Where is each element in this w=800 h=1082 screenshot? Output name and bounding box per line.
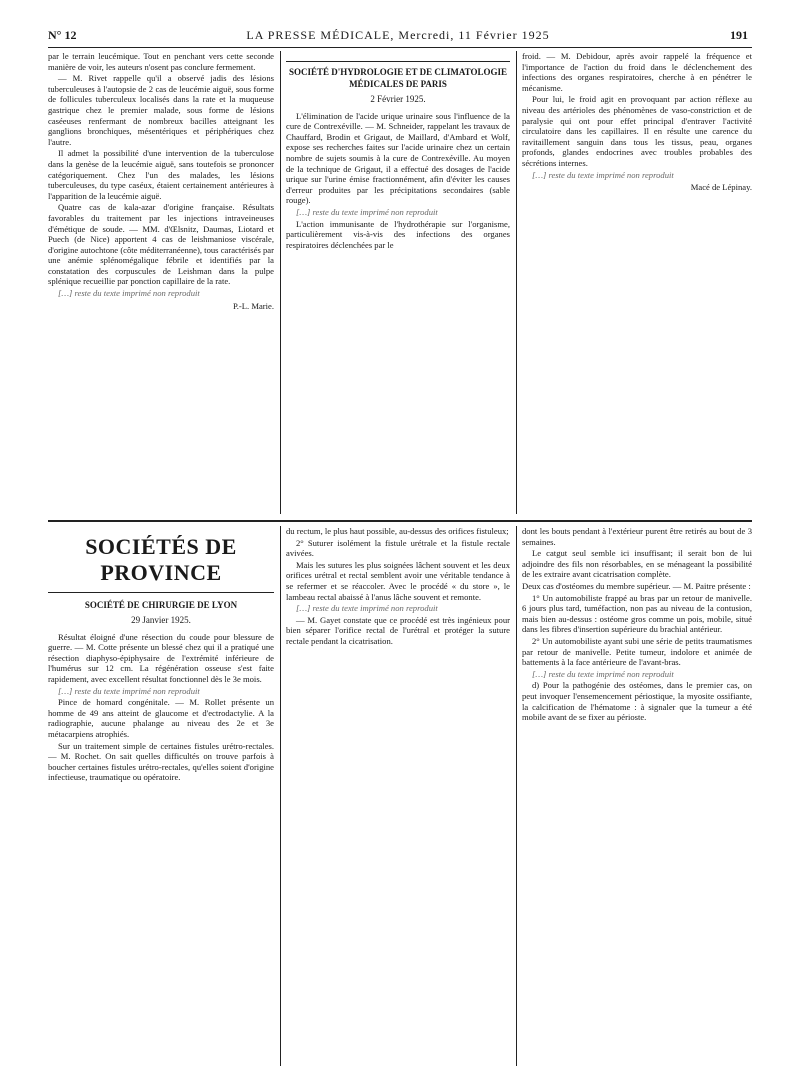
truncation-note: […] reste du texte imprimé non reproduit [58, 288, 200, 299]
issue-number: N° 12 [48, 28, 77, 42]
column-divider [516, 526, 517, 1066]
heading-rule [48, 592, 274, 593]
paragraph: Pince de homard congénitale. — M. Rollet présente un homme de 49 ans atteint de glaucome et d'ectrodactylie. A la radiographie, aucune phalange au niveau des 2e et 3e métacarpiens atrophiés. [48, 697, 274, 739]
paragraph: L'action immunisante de l'hydrothérapie sur l'organisme, particulièrement vis-à-vis des infections des organes respiratoires déclenchées par le [286, 218, 510, 250]
column-divider [280, 526, 281, 1066]
paragraph: — M. Rivet rappelle qu'il a observé jadis des lésions tuberculeuses à l'autopsie de 2 cas de leucémie aiguë, sous forme de follicules tuberculeux localisés dans la rate et la muqueuse gastrique chez le premier malade, sous forme de lésions caséeuses renfermant de nombreux bacilles atteignant les ganglions bronchiques, mésentériques et périphériques chez l'autre. [48, 73, 274, 147]
truncation-note: […] reste du texte imprimé non reproduit [532, 169, 674, 180]
section-divider-rule [48, 520, 752, 522]
column-bottom-left [48, 526, 274, 1066]
signature: Macé de Lépinay. [690, 182, 752, 193]
paragraph: Résultat éloigné d'une résection du coude pour blessure de guerre. — M. Cotte présente un blessé chez qui il a pratiqué une résection diaphyso-épiphysaire de l'extrémité inférieure de l'humérus sur 12 cm. La régénération osseuse s'est faite rapidement, avec excellent résultat fonctionnel dès le 3e mois. [48, 631, 274, 684]
session-date: 29 Janvier 1925. [131, 615, 191, 625]
column-bottom-right [522, 526, 752, 1066]
column-top-center [286, 51, 510, 514]
paragraph: par le terrain leucémique. Tout en penchant vers cette seconde manière de voir, les auteurs n'osent pas conclure fermement. [48, 51, 274, 72]
column-divider [280, 51, 281, 514]
paragraph: du rectum, le plus haut possible, au-dessus des orifices fistuleux; [286, 526, 509, 536]
journal-running-title: LA PRESSE MÉDICALE, Mercredi, 11 Février 1925 [246, 28, 550, 42]
page-header [48, 28, 748, 46]
session-date: 2 Février 1925. [370, 94, 426, 104]
paragraph: L'élimination de l'acide urique urinaire sous l'influence de la cure de Contrexéville. — M. Schneider, rappelant les travaux de Chauffard, Brodin et Grigaut, de Maillard, d'Ambard et Wolf, expose ses recherches faites sur l'acide urinaire chez un certain nombre de sujets soumis à la cure de Contrexéville. Au moyen de la technique de Grigaut, il a effectué des dosages de l'acide urique sur l'urine émise fractionnément, afin d'éviter les causes d'erreur produites par les précipitations secondaires (sable rouge). [286, 110, 510, 206]
column-bottom-center [286, 526, 510, 1066]
paragraph: Mais les sutures les plus soignées lâchent souvent et les deux orifices urétral et rectal semblent avoir une véritable tendance à se refermer et se réaccoler. Avec le procédé « du store », le lambeau rectal abaissé à l'anus lâche souvent et remonte. [286, 559, 510, 602]
paragraph: d) Pour la pathogénie des ostéomes, dans le premier cas, on peut invoquer l'ensemencement périostique, la myosite ossifiante, la calcification de l'hématome : à signaler que la tumeur a été mobile avant de se fixer au périoste. [522, 680, 752, 723]
society-title: SOCIÉTÉ DE CHIRURGIE DE LYON [84, 600, 238, 610]
truncation-note: […] reste du texte imprimé non reproduit [296, 603, 438, 614]
paragraph: Il admet la possibilité d'une intervention de la tuberculose dans la genèse de la leucémie aiguë, sans toutefois se prononcer catégoriquement. Chez l'un des malades, les lésions tuberculeuses, du type caséux, étaient certainement antérieures à l'apparition de la leucémie aiguë. [48, 148, 274, 201]
section-heading: SOCIÉTÉS DE PROVINCE [85, 534, 237, 585]
paragraph: — M. Gayet constate que ce procédé est très ingénieux pour bien séparer l'orifice rectal de l'urétral et protéger la suture rectale pendant la cicatrisation. [286, 614, 510, 646]
paragraph: dont les bouts pendant à l'extérieur purent être retirés au bout de 3 semaines. [522, 526, 752, 547]
header-rule [48, 47, 752, 48]
paragraph: froid. — M. Debidour, après avoir rappelé la fréquence et l'importance de l'action du froid dans le déclenchement des infections des organes respiratoires, cherche à en pénétrer le mécanisme. [522, 51, 752, 93]
paragraph: 2° Un automobiliste ayant subi une série de petits traumatismes par retour de manivelle. Petite tumeur, indolore et animée de battements à la face antérieure de l'avant-bras. [522, 635, 752, 668]
paragraph: Sur un traitement simple de certaines fistules urétro-rectales. — M. Rochet. On sait quelles difficultés on trouve parfois à boucher certaines fistules urétro-rectales, qu'elles soient d'origine infectieuse, traumatique ou opératoire. [48, 740, 274, 783]
section-title: SOCIÉTÉ D'HYDROLOGIE ET DE CLIMATOLOGIE MÉDICALES DE PARIS [288, 67, 508, 89]
truncation-note: […] reste du texte imprimé non reproduit [296, 206, 438, 217]
signature: P.-L. Marie. [232, 300, 274, 311]
paragraph: Pour lui, le froid agit en provoquant par action réflexe au niveau des artérioles des phénomènes de vaso-constriction et de paralysie qui ont pour effet principal d'entraver l'activité circulatoire dans les capillaires. Il en résulte une carence du ravitaillement sanguin dans tous les tissus, peau, organes profonds, glandes endocrines avec troubles probables des sécrétions internes. [522, 94, 752, 168]
truncation-note: […] reste du texte imprimé non reproduit [532, 668, 674, 679]
paragraph: 2° Suturer isolément la fistule urétrale et la fistule rectale avivées. [286, 537, 510, 559]
column-divider [516, 51, 517, 514]
section-rule [286, 61, 510, 62]
column-top-left [48, 51, 274, 514]
page-number: 191 [730, 28, 748, 42]
column-top-right [522, 51, 752, 514]
paragraph: Deux cas d'ostéomes du membre supérieur. — M. Paitre présente : [522, 580, 751, 591]
paragraph: Le catgut seul semble ici insuffisant; il serait bon de lui adjoindre des fils non résorbables, en se ménageant la possibilité de les extraire avant cicatrisation complète. [522, 548, 752, 580]
paragraph: Quatre cas de kala-azar d'origine française. Résultats favorables du traitement par les injections intraveineuses d'émétique de soude. — MM. d'Œlsnitz, Daumas, Liotard et Puech (de Nice) apportent 4 cas de leishmaniose viscérale, d'origine autochtone (côte méditerranéenne), tous caractérisés par une anémie splénomégalique fébrile et identifiés par la constatation des corpuscules de Leishman dans la pulpe splénique recueillie par ponction capillaire de la rate. [48, 202, 274, 287]
truncation-note: […] reste du texte imprimé non reproduit [58, 685, 200, 696]
paragraph: 1° Un automobiliste frappé au bras par un retour de manivelle. 6 jours plus tard, tuméfaction, non pas au niveau de la contusion, mais bien au-dessus : ostéome gros comme un pois, mobile, situé dans les fibres d'insertion supérieure du brachial antérieur. [522, 592, 752, 635]
